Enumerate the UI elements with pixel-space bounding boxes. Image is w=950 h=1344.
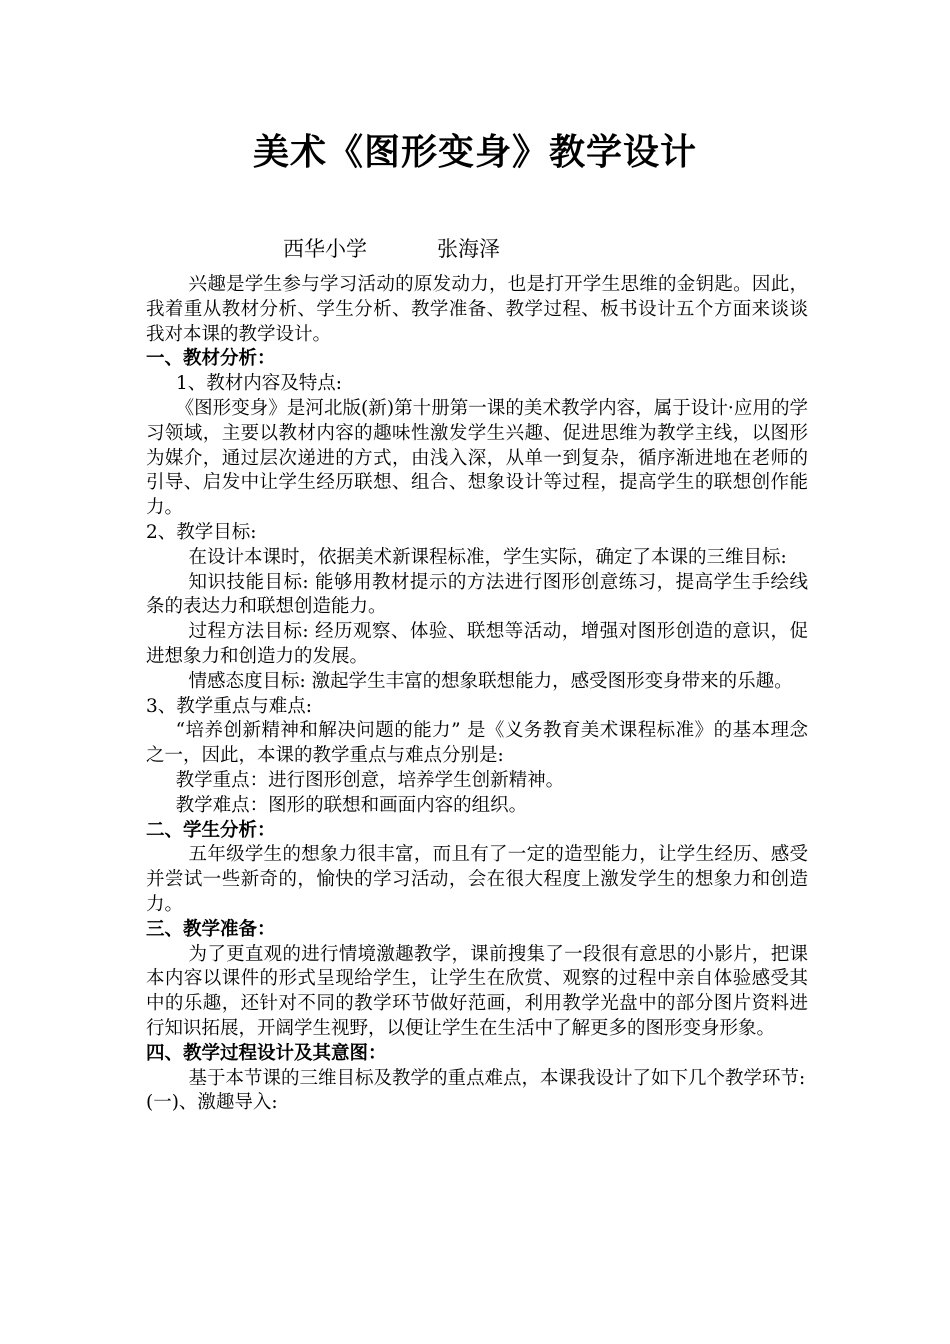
paragraph-key-difficult: “培养创新精神和解决问题的能力” 是《义务教育美术课程标准》的基本理念之一，因此，本课的教学重点与难点分别是: — [146, 720, 808, 767]
section-heading-student-analysis: 二、学生分析： — [146, 819, 276, 841]
document-title: 美术《图形变身》教学设计 — [252, 132, 697, 173]
paragraph-content-features: 《图形变身》是河北版(新)第十册第一课的美术教学内容，属于设计·应用的学习领域，主要以教材内容的趣味性激发学生兴趣、促进思维为教学主线，以图形为媒介，通过层次递进的方式，由浅入深，从单一到复杂，循序渐进地在老师的引导、启发中让学生经历联想、组合、想象设计等过程，提高学生的联想创作能力。 — [146, 397, 808, 519]
paragraph-teaching-process: 基于本节课的三维目标及教学的重点难点，本课我设计了如下几个教学环节: — [188, 1067, 806, 1089]
intro-paragraph: 兴趣是学生参与学习活动的原发动力，也是打开学生思维的金钥匙。因此，我着重从教材分析、学生分析、教学准备、教学过程、板书设计五个方面来谈谈我对本课的教学设计。 — [146, 274, 808, 345]
document-body — [146, 273, 808, 1116]
section-heading-teaching-process: 四、教学过程设计及其意图： — [146, 1042, 387, 1064]
section-heading-preparation: 三、教学准备： — [146, 918, 276, 940]
step-heading-intro: (一)、激趣导入: — [146, 1092, 278, 1114]
paragraph-goal-knowledge: 知识技能目标: 能够用教材提示的方法进行图形创意练习，提高学生手绘线条的表达力和联想创造能力。 — [146, 571, 808, 618]
paragraph-preparation: 为了更直观的进行情境激趣教学，课前搜集了一段很有意思的小影片，把课本内容以课件的形式呈现给学生，让学生在欣赏、观察的过程中亲自体验感受其中的乐趣，还针对不同的教学环节做好范画，利用教学光盘中的部分图片资料进行知识拓展，开阔学生视野，以便让学生在生活中了解更多的图形变身形象。 — [146, 943, 808, 1039]
byline — [283, 234, 570, 264]
paragraph-teaching-goals: 在设计本课时，依据美术新课程标准，学生实际，确定了本课的三维目标: — [188, 546, 787, 568]
author-name: 张海泽 — [437, 237, 500, 261]
subheading-key-difficult: 3、教学重点与难点: — [146, 695, 313, 717]
paragraph-student-analysis: 五年级学生的想象力很丰富，而且有了一定的造型能力，让学生经历、感受并尝试一些新奇的，愉快的学习活动，会在很大程度上激发学生的想象力和创造力。 — [146, 844, 808, 915]
paragraph-difficult-point: 教学难点：图形的联想和画面内容的组织。 — [175, 794, 528, 816]
paragraph-goal-emotion: 情感态度目标: 激起学生丰富的想象联想能力，感受图形变身带来的乐趣。 — [188, 670, 793, 692]
section-heading-textbook-analysis: 一、教材分析： — [146, 348, 276, 370]
paragraph-goal-process: 过程方法目标: 经历观察、体验、联想等活动，增强对图形创造的意识，促进想象力和创造力的发展。 — [146, 621, 808, 667]
subheading-teaching-goals: 2、教学目标: — [146, 521, 257, 543]
paragraph-key-point: 教学重点：进行图形创意，培养学生创新精神。 — [175, 769, 565, 791]
school-name: 西华小学 — [283, 237, 367, 261]
subheading-content-features: 1、教材内容及特点: — [176, 373, 343, 395]
